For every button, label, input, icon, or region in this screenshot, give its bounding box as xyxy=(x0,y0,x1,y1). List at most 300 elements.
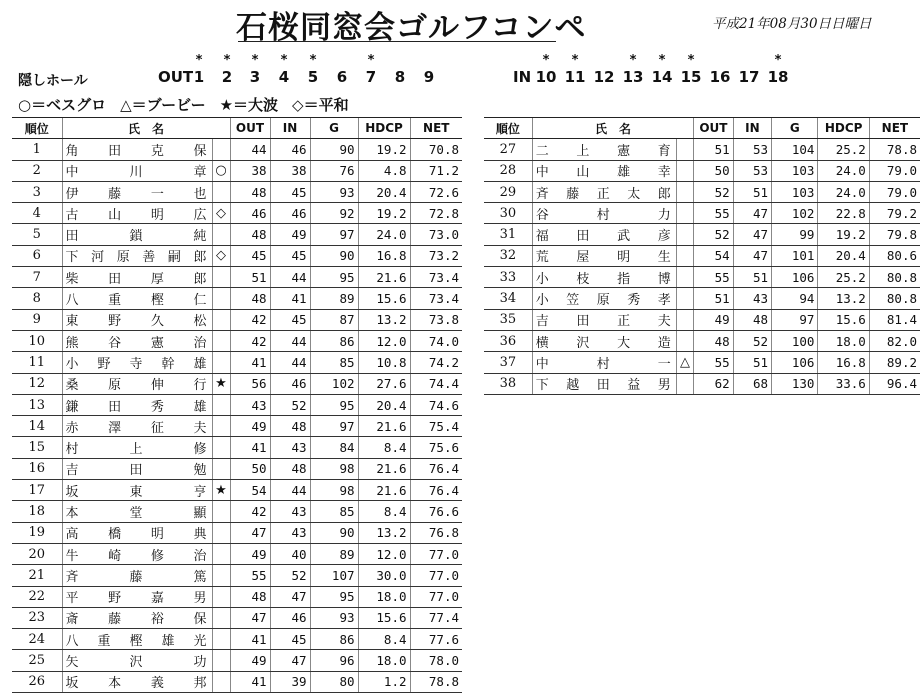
net-score-cell: 71.2 xyxy=(410,160,462,181)
name-cell: 斉藤正太郎 xyxy=(532,181,676,202)
table-row xyxy=(12,139,462,160)
name-cell: 柴田厚郎 xyxy=(62,267,212,288)
award-mark-icon: ◇ xyxy=(212,245,230,266)
in-score-cell: 68 xyxy=(733,373,771,394)
handicap-cell: 8.4 xyxy=(358,629,410,650)
table-row xyxy=(12,352,462,373)
award-mark-icon xyxy=(212,288,230,309)
hole-number xyxy=(590,68,618,86)
name-cell: 八重樫仁 xyxy=(62,288,212,309)
handicap-cell: 20.4 xyxy=(358,181,410,202)
gross-score-cell: 98 xyxy=(310,458,358,479)
rank-cell: 22 xyxy=(12,586,62,607)
gross-score-cell: 97 xyxy=(310,416,358,437)
table-row xyxy=(12,416,462,437)
net-score-cell: 72.8 xyxy=(410,203,462,224)
handicap-cell: 13.2 xyxy=(358,522,410,543)
award-mark-icon: ○ xyxy=(212,160,230,181)
rank-cell: 14 xyxy=(12,416,62,437)
table-row xyxy=(12,245,462,266)
in-score-cell: 43 xyxy=(270,522,310,543)
award-mark-icon xyxy=(212,501,230,522)
out-score-cell: 42 xyxy=(230,309,270,330)
gross-score-cell: 90 xyxy=(310,139,358,160)
rank-cell: 20 xyxy=(12,543,62,564)
name-cell: 東野久松 xyxy=(62,309,212,330)
hole-number-label: 3 xyxy=(249,68,261,86)
gross-score-cell: 90 xyxy=(310,522,358,543)
net-score-cell: 77.6 xyxy=(410,629,462,650)
rank-cell: 4 xyxy=(12,203,62,224)
rank-cell: 37 xyxy=(484,352,532,373)
award-mark-icon xyxy=(212,458,230,479)
hole-number xyxy=(561,53,589,86)
table-row xyxy=(484,309,920,330)
award-mark-icon xyxy=(676,288,693,309)
handicap-cell: 24.0 xyxy=(818,160,869,181)
table-row xyxy=(12,650,462,671)
table-row xyxy=(12,501,462,522)
in-score-cell: 51 xyxy=(733,267,771,288)
gross-score-cell: 106 xyxy=(772,267,818,288)
name-cell: 鎌田秀雄 xyxy=(62,394,212,415)
award-mark-icon xyxy=(212,650,230,671)
hidden-hole-star-icon: * xyxy=(280,53,288,68)
gross-score-cell: 86 xyxy=(310,629,358,650)
in-score-cell: 52 xyxy=(733,330,771,351)
in-score-cell: 43 xyxy=(270,437,310,458)
table-row xyxy=(12,586,462,607)
table-row xyxy=(12,458,462,479)
in-score-cell: 48 xyxy=(270,458,310,479)
net-score-cell: 75.4 xyxy=(410,416,462,437)
rank-cell: 11 xyxy=(12,352,62,373)
name-cell: 中山雄幸 xyxy=(532,160,676,181)
hidden-hole-star-icon: * xyxy=(571,53,579,68)
gross-score-cell: 94 xyxy=(772,288,818,309)
rank-cell: 32 xyxy=(484,245,532,266)
rank-cell: 18 xyxy=(12,501,62,522)
in-score-cell: 47 xyxy=(733,224,771,245)
column-header: 順位 xyxy=(12,118,62,139)
in-score-cell: 48 xyxy=(270,416,310,437)
table-row xyxy=(12,394,462,415)
gross-score-cell: 102 xyxy=(772,203,818,224)
gross-score-cell: 97 xyxy=(310,224,358,245)
award-mark-icon xyxy=(212,671,230,692)
rank-cell: 23 xyxy=(12,607,62,628)
rank-cell: 21 xyxy=(12,565,62,586)
handicap-cell: 24.0 xyxy=(818,181,869,202)
net-score-cell: 81.4 xyxy=(869,309,920,330)
in-score-cell: 52 xyxy=(270,394,310,415)
net-score-cell: 78.8 xyxy=(410,671,462,692)
net-score-cell: 74.0 xyxy=(410,330,462,351)
award-mark-icon xyxy=(676,245,693,266)
rank-cell: 16 xyxy=(12,458,62,479)
gross-score-cell: 85 xyxy=(310,501,358,522)
handicap-cell: 10.8 xyxy=(358,352,410,373)
gross-score-cell: 106 xyxy=(772,352,818,373)
legend-item: ★＝大波 xyxy=(219,96,279,114)
gross-score-cell: 80 xyxy=(310,671,358,692)
name-cell: 伊藤一也 xyxy=(62,181,212,202)
hidden-hole-star-icon: * xyxy=(687,53,695,68)
in-score-cell: 44 xyxy=(270,352,310,373)
net-score-cell: 74.4 xyxy=(410,373,462,394)
hole-number-label: 13 xyxy=(622,68,644,86)
hole-number-label: 10 xyxy=(535,68,557,86)
net-score-cell: 80.6 xyxy=(869,245,920,266)
out-score-cell: 48 xyxy=(230,288,270,309)
table-row xyxy=(484,224,920,245)
handicap-cell: 18.0 xyxy=(818,330,869,351)
rank-cell: 31 xyxy=(484,224,532,245)
net-score-cell: 77.0 xyxy=(410,586,462,607)
handicap-cell: 19.2 xyxy=(818,224,869,245)
rank-cell: 7 xyxy=(12,267,62,288)
name-cell: 赤澤征夫 xyxy=(62,416,212,437)
award-mark-icon xyxy=(212,522,230,543)
in-score-cell: 46 xyxy=(270,607,310,628)
name-cell: 熊谷憲治 xyxy=(62,330,212,351)
in-score-cell: 44 xyxy=(270,330,310,351)
in-score-cell: 44 xyxy=(270,480,310,501)
table-row xyxy=(12,607,462,628)
table-row xyxy=(12,565,462,586)
name-cell: 坂本義邦 xyxy=(62,671,212,692)
hole-number-label: 9 xyxy=(423,68,435,86)
out-score-cell: 49 xyxy=(230,416,270,437)
gross-score-cell: 99 xyxy=(772,224,818,245)
in-score-cell: 44 xyxy=(270,267,310,288)
rank-cell: 13 xyxy=(12,394,62,415)
table-row xyxy=(12,267,462,288)
award-mark-icon xyxy=(676,160,693,181)
gross-score-cell: 93 xyxy=(310,607,358,628)
rank-cell: 17 xyxy=(12,480,62,501)
award-mark-icon xyxy=(212,309,230,330)
in-score-cell: 46 xyxy=(270,203,310,224)
table-row xyxy=(12,480,462,501)
award-mark-icon xyxy=(212,607,230,628)
out-score-cell: 42 xyxy=(230,501,270,522)
handicap-cell: 15.6 xyxy=(818,309,869,330)
in-score-cell: 53 xyxy=(733,160,771,181)
award-mark-icon xyxy=(212,437,230,458)
rank-cell: 9 xyxy=(12,309,62,330)
hole-number xyxy=(619,53,647,86)
out-score-cell: 48 xyxy=(230,586,270,607)
net-score-cell: 78.8 xyxy=(869,139,920,160)
name-cell: 中村一 xyxy=(532,352,676,373)
out-score-cell: 47 xyxy=(230,607,270,628)
in-score-cell: 45 xyxy=(270,309,310,330)
gross-score-cell: 76 xyxy=(310,160,358,181)
out-score-cell: 52 xyxy=(694,224,734,245)
award-mark-icon xyxy=(212,181,230,202)
rank-cell: 24 xyxy=(12,629,62,650)
gross-score-cell: 86 xyxy=(310,330,358,351)
title-underline xyxy=(238,41,556,42)
in-score-cell: 45 xyxy=(270,181,310,202)
out-score-cell: 51 xyxy=(694,288,734,309)
out-score-cell: 41 xyxy=(230,671,270,692)
award-mark-icon xyxy=(212,330,230,351)
net-score-cell: 72.6 xyxy=(410,181,462,202)
legend xyxy=(18,94,363,115)
in-score-cell: 49 xyxy=(270,224,310,245)
name-cell: 下越田益男 xyxy=(532,373,676,394)
hole-number-label: 15 xyxy=(680,68,702,86)
handicap-cell: 21.6 xyxy=(358,458,410,479)
rank-cell: 25 xyxy=(12,650,62,671)
in-score-cell: 43 xyxy=(733,288,771,309)
rank-cell: 3 xyxy=(12,181,62,202)
name-cell: 小枝指博 xyxy=(532,267,676,288)
table-row xyxy=(484,267,920,288)
out-score-cell: 54 xyxy=(230,480,270,501)
column-header: HDCP xyxy=(358,118,410,139)
rank-cell: 28 xyxy=(484,160,532,181)
name-cell: 荒屋明生 xyxy=(532,245,676,266)
gross-score-cell: 107 xyxy=(310,565,358,586)
out-score-cell: 45 xyxy=(230,245,270,266)
gross-score-cell: 92 xyxy=(310,203,358,224)
name-cell: 斎藤裕保 xyxy=(62,607,212,628)
in-score-cell: 46 xyxy=(270,139,310,160)
out-score-cell: 56 xyxy=(230,373,270,394)
in-score-cell: 47 xyxy=(733,203,771,224)
net-score-cell: 77.0 xyxy=(410,543,462,564)
table-row xyxy=(484,373,920,394)
handicap-cell: 16.8 xyxy=(358,245,410,266)
name-cell: 牛崎修治 xyxy=(62,543,212,564)
in-score-cell: 40 xyxy=(270,543,310,564)
column-header: OUT xyxy=(230,118,270,139)
in-score-cell: 52 xyxy=(270,565,310,586)
out-score-cell: 42 xyxy=(230,330,270,351)
award-mark-icon xyxy=(212,629,230,650)
column-header: IN xyxy=(270,118,310,139)
net-score-cell: 77.0 xyxy=(410,565,462,586)
handicap-cell: 4.8 xyxy=(358,160,410,181)
hole-number-label: 12 xyxy=(593,68,615,86)
rank-cell: 19 xyxy=(12,522,62,543)
rank-cell: 29 xyxy=(484,181,532,202)
name-cell: 平野嘉男 xyxy=(62,586,212,607)
out-score-cell: 55 xyxy=(694,203,734,224)
award-mark-icon xyxy=(676,203,693,224)
name-cell: 斉藤篤 xyxy=(62,565,212,586)
handicap-cell: 8.4 xyxy=(358,437,410,458)
handicap-cell: 1.2 xyxy=(358,671,410,692)
handicap-cell: 20.4 xyxy=(818,245,869,266)
gross-score-cell: 85 xyxy=(310,352,358,373)
table-row xyxy=(12,288,462,309)
column-header: OUT xyxy=(694,118,734,139)
handicap-cell: 13.2 xyxy=(358,309,410,330)
award-mark-icon xyxy=(212,586,230,607)
hidden-holes-label: 隠しホール xyxy=(18,73,88,89)
name-cell: 矢沢功 xyxy=(62,650,212,671)
table-row xyxy=(12,543,462,564)
out-score-cell: 49 xyxy=(694,309,734,330)
gross-score-cell: 130 xyxy=(772,373,818,394)
out-score-cell: 51 xyxy=(230,267,270,288)
out-score-cell: 47 xyxy=(230,522,270,543)
out-score-cell: 48 xyxy=(230,224,270,245)
gross-score-cell: 84 xyxy=(310,437,358,458)
rank-cell: 5 xyxy=(12,224,62,245)
handicap-cell: 25.2 xyxy=(818,267,869,288)
name-cell: 中川章 xyxy=(62,160,212,181)
handicap-cell: 8.4 xyxy=(358,501,410,522)
award-mark-icon xyxy=(676,181,693,202)
out-score-cell: 55 xyxy=(694,352,734,373)
hidden-hole-star-icon: * xyxy=(251,53,259,68)
table-row xyxy=(12,437,462,458)
name-cell: 本堂顯 xyxy=(62,501,212,522)
rank-cell: 10 xyxy=(12,330,62,351)
hidden-hole-star-icon: * xyxy=(309,53,317,68)
name-cell: 八重樫雄光 xyxy=(62,629,212,650)
out-score-cell: 50 xyxy=(694,160,734,181)
out-score-cell: 55 xyxy=(694,267,734,288)
table-row xyxy=(12,224,462,245)
handicap-cell: 25.2 xyxy=(818,139,869,160)
handicap-cell: 12.0 xyxy=(358,330,410,351)
out-score-cell: 54 xyxy=(694,245,734,266)
hole-number-label: 6 xyxy=(336,68,348,86)
out-score-cell: 41 xyxy=(230,629,270,650)
hole-number-label: 7 xyxy=(365,68,377,86)
name-cell: 坂東亨 xyxy=(62,480,212,501)
net-score-cell: 76.4 xyxy=(410,480,462,501)
in-score-cell: 51 xyxy=(733,352,771,373)
out-score-cell: 52 xyxy=(694,181,734,202)
name-cell: 小野寺幹雄 xyxy=(62,352,212,373)
name-cell: 横沢大造 xyxy=(532,330,676,351)
handicap-cell: 21.6 xyxy=(358,416,410,437)
in-score-cell: 48 xyxy=(733,309,771,330)
table-header-row xyxy=(484,118,920,139)
handicap-cell: 19.2 xyxy=(358,203,410,224)
out-score-cell: 48 xyxy=(694,330,734,351)
award-mark-icon xyxy=(676,373,693,394)
gross-score-cell: 95 xyxy=(310,394,358,415)
award-mark-icon xyxy=(212,267,230,288)
in-score-cell: 45 xyxy=(270,245,310,266)
in-score-cell: 46 xyxy=(270,373,310,394)
hole-number-label: 17 xyxy=(738,68,760,86)
hidden-hole-star-icon: * xyxy=(542,53,550,68)
in-score-cell: 41 xyxy=(270,288,310,309)
hole-number-label: 18 xyxy=(767,68,789,86)
name-cell: 村上修 xyxy=(62,437,212,458)
table-row xyxy=(12,373,462,394)
hole-number xyxy=(706,68,734,86)
award-mark-icon: ◇ xyxy=(212,203,230,224)
net-score-cell: 74.6 xyxy=(410,394,462,415)
name-cell: 田鎖純 xyxy=(62,224,212,245)
in-score-cell: 45 xyxy=(270,629,310,650)
net-score-cell: 80.8 xyxy=(869,267,920,288)
table-row xyxy=(12,522,462,543)
column-header: 氏 名 xyxy=(532,118,693,139)
out-score-cell: 41 xyxy=(230,352,270,373)
net-score-cell: 76.6 xyxy=(410,501,462,522)
net-score-cell: 73.0 xyxy=(410,224,462,245)
net-score-cell: 73.8 xyxy=(410,309,462,330)
hidden-hole-star-icon: * xyxy=(774,53,782,68)
table-row xyxy=(12,203,462,224)
table-row xyxy=(484,181,920,202)
hole-number xyxy=(764,53,792,86)
handicap-cell: 21.6 xyxy=(358,480,410,501)
in-label: IN xyxy=(513,68,532,86)
handicap-cell: 19.2 xyxy=(358,139,410,160)
hole-number xyxy=(648,53,676,86)
gross-score-cell: 87 xyxy=(310,309,358,330)
column-header: 順位 xyxy=(484,118,532,139)
gross-score-cell: 102 xyxy=(310,373,358,394)
legend-item: ◇＝平和 xyxy=(292,96,349,114)
gross-score-cell: 100 xyxy=(772,330,818,351)
handicap-cell: 18.0 xyxy=(358,650,410,671)
net-score-cell: 73.4 xyxy=(410,288,462,309)
rank-cell: 36 xyxy=(484,330,532,351)
in-score-cell: 53 xyxy=(733,139,771,160)
award-mark-icon xyxy=(676,139,693,160)
rank-cell: 1 xyxy=(12,139,62,160)
out-score-cell: 46 xyxy=(230,203,270,224)
out-score-cell: 44 xyxy=(230,139,270,160)
net-score-cell: 78.0 xyxy=(410,650,462,671)
award-mark-icon xyxy=(212,416,230,437)
award-mark-icon xyxy=(676,309,693,330)
net-score-cell: 79.0 xyxy=(869,160,920,181)
name-cell: 二上憲育 xyxy=(532,139,676,160)
name-cell: 小笠原秀孝 xyxy=(532,288,676,309)
award-mark-icon xyxy=(212,224,230,245)
award-mark-icon: ★ xyxy=(212,480,230,501)
award-mark-icon xyxy=(212,352,230,373)
net-score-cell: 76.8 xyxy=(410,522,462,543)
table-row xyxy=(484,330,920,351)
rank-cell: 30 xyxy=(484,203,532,224)
out-score-cell: 51 xyxy=(694,139,734,160)
handicap-cell: 15.6 xyxy=(358,607,410,628)
gross-score-cell: 95 xyxy=(310,267,358,288)
gross-score-cell: 90 xyxy=(310,245,358,266)
page-title: 石桜同窓会ゴルフコンペ xyxy=(236,10,587,46)
in-score-cell: 47 xyxy=(270,650,310,671)
handicap-cell: 18.0 xyxy=(358,586,410,607)
handicap-cell: 15.6 xyxy=(358,288,410,309)
out-score-cell: 55 xyxy=(230,565,270,586)
column-header: G xyxy=(772,118,818,139)
hole-number-label: 14 xyxy=(651,68,673,86)
hole-number-label: 2 xyxy=(221,68,233,86)
out-label: OUT xyxy=(158,68,194,86)
handicap-cell: 22.8 xyxy=(818,203,869,224)
award-mark-icon xyxy=(212,565,230,586)
hidden-hole-star-icon: * xyxy=(367,53,375,68)
name-cell: 角田克保 xyxy=(62,139,212,160)
gross-score-cell: 103 xyxy=(772,160,818,181)
net-score-cell: 79.2 xyxy=(869,203,920,224)
